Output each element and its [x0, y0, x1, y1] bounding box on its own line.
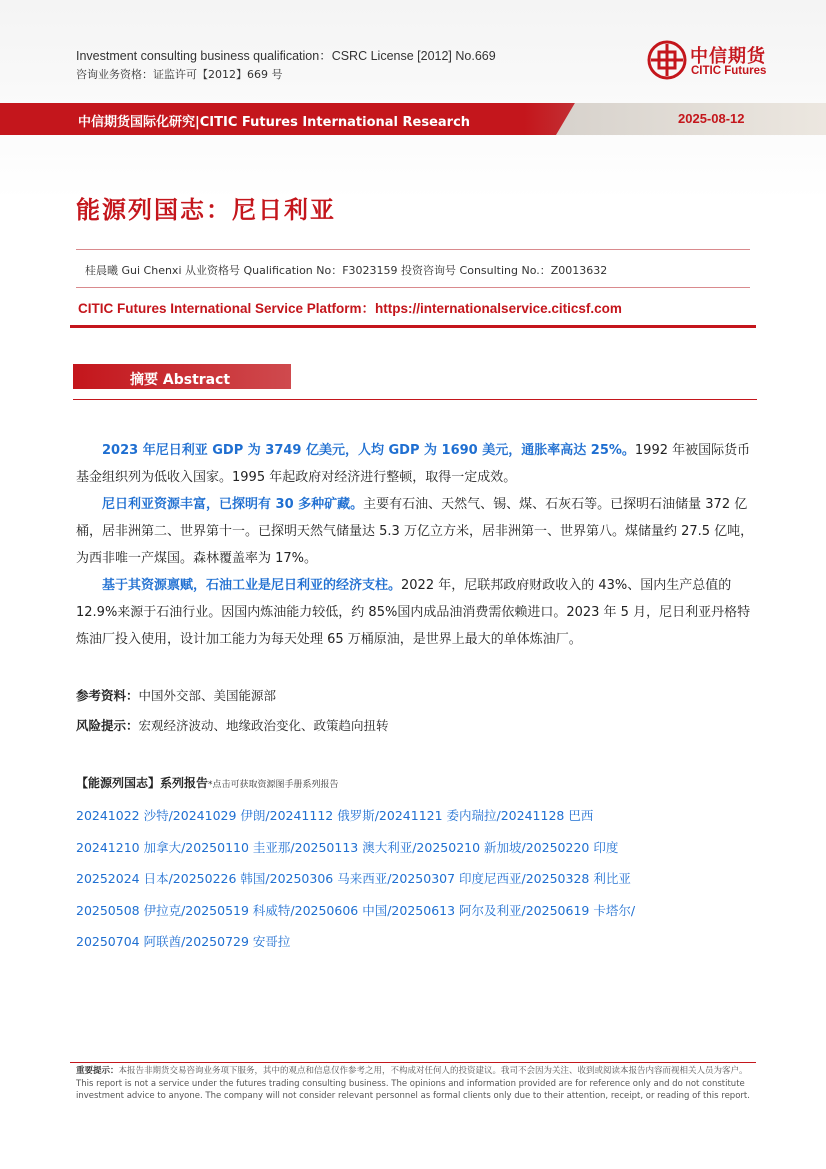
highlight: 基于其资源禀赋，石油工业是尼日利亚的经济支柱。 — [102, 578, 402, 593]
paragraph-3 — [76, 572, 758, 653]
series-link-line[interactable]: 20250508 伊拉克/20250519 科威特/20250606 中国/20250613 阿尔及利亚/20250619 卡塔尔/ — [76, 903, 636, 918]
series-link-line[interactable]: 20241022 沙特/20241029 伊朗/20241112 俄罗斯/20241121 委内瑞拉/20241128 巴西 — [76, 808, 594, 823]
paragraph-2 — [76, 491, 758, 572]
qualification-en: Investment consulting business qualification：CSRC License [2012] No.669 — [76, 49, 496, 63]
paragraph-1 — [76, 437, 758, 491]
risk-notice — [76, 716, 389, 734]
highlight: 尼日利亚资源丰富，已探明有 30 多种矿藏。 — [102, 497, 364, 512]
series-link-line[interactable]: 20250704 阿联酋/20250729 安哥拉 — [76, 934, 291, 949]
series-link-line[interactable]: 20241210 加拿大/20250110 圭亚那/20250113 澳大利亚/20250210 新加坡/20250220 印度 — [76, 840, 619, 855]
series-title-text: 【能源列国志】系列报告 — [76, 776, 209, 790]
risk-label: 风险提示： — [76, 718, 139, 733]
references — [76, 686, 276, 704]
abstract-label: 摘要 Abstract — [130, 372, 231, 388]
footer-rule — [70, 1062, 756, 1063]
highlight: 2023 年尼日利亚 GDP 为 3749 亿美元，人均 GDP 为 1690 美元，通胀率高达 25%。 — [102, 443, 635, 458]
author-line: 桂晨曦 Gui Chenxi 从业资格号 Qualification No：F3023159 投资咨询号 Consulting No.：Z0013632 — [85, 264, 608, 277]
disclaimer-label: 重要提示： — [76, 1066, 119, 1076]
series-title — [76, 774, 339, 791]
divider — [76, 287, 750, 288]
paragraph-text: 主要有石油、天然气、锡、煤、石灰石等。已探明石油储量 372 亿桶，居非洲第二、世界第十一。已探明天然气储量达 5.3 万亿立方米，居非洲第一、世界第八。煤储量约 27.5 亿吨，为西非唯一产煤国。森林覆盖率为 17%。 — [76, 497, 754, 566]
disclaimer-en: This report is not a service under the futures trading consulting business. The opinions and information provided are for reference only and do not constitute investment advice to anyone. The company will not consider relevant personnel as formal clients only due to their attention, receipt, or reading of this report. — [76, 1078, 750, 1101]
report-date: 2025-08-12 — [678, 111, 745, 126]
citic-logo-icon — [647, 40, 687, 80]
section-rule — [70, 325, 756, 328]
qualification-cn: 咨询业务资格：证监许可【2012】669 号 — [76, 68, 283, 81]
page-title: 能源列国志：尼日利亚 — [76, 196, 336, 224]
banner-title: 中信期货国际化研究|CITIC Futures International Research — [78, 115, 471, 130]
disclaimer-cn: 本报告非期货交易咨询业务项下服务，其中的观点和信息仅作参考之用，不构成对任何人的投资建议。我司不会因为关注、收到或阅读本报告内容而视相关人员为客户。 — [118, 1066, 748, 1076]
paragraph-text: 1992 年被国际货币基金组织列为低收入国家。1995 年起政府对经济进行整顿，取得一定成效。 — [76, 443, 751, 485]
paragraph-text: 2022 年，尼联邦政府财政收入的 43%、国内生产总值的 12.9%来源于石油行业。因国内炼油能力较低，约 85%国内成品油消费需依赖进口。2023 年 5 月，尼日利亚丹格特炼油厂投入使用，设计加工能力为每天处理 65 万桶原油，是世界上最大的单体炼油厂。 — [76, 578, 751, 647]
series-link-line[interactable]: 20252024 日本/20250226 韩国/20250306 马来西亚/20250307 印度尼西亚/20250328 利比亚 — [76, 871, 631, 886]
series-note: *点击可获取资源图手册系列报告 — [208, 780, 339, 790]
disclaimer — [76, 1065, 756, 1103]
risk-text: 宏观经济波动、地缘政治变化、政策趋向扭转 — [138, 718, 389, 733]
logo-text-en: CITIC Futures — [691, 65, 767, 77]
header-background — [0, 0, 826, 200]
references-text: 中国外交部、美国能源部 — [138, 688, 277, 703]
divider — [76, 249, 750, 250]
logo-text-cn: 中信期货 — [690, 46, 766, 67]
abstract-rule — [73, 399, 757, 400]
platform-link[interactable]: CITIC Futures International Service Platform：https://internationalservice.citicsf.com — [78, 301, 622, 316]
references-label: 参考资料： — [76, 688, 139, 703]
